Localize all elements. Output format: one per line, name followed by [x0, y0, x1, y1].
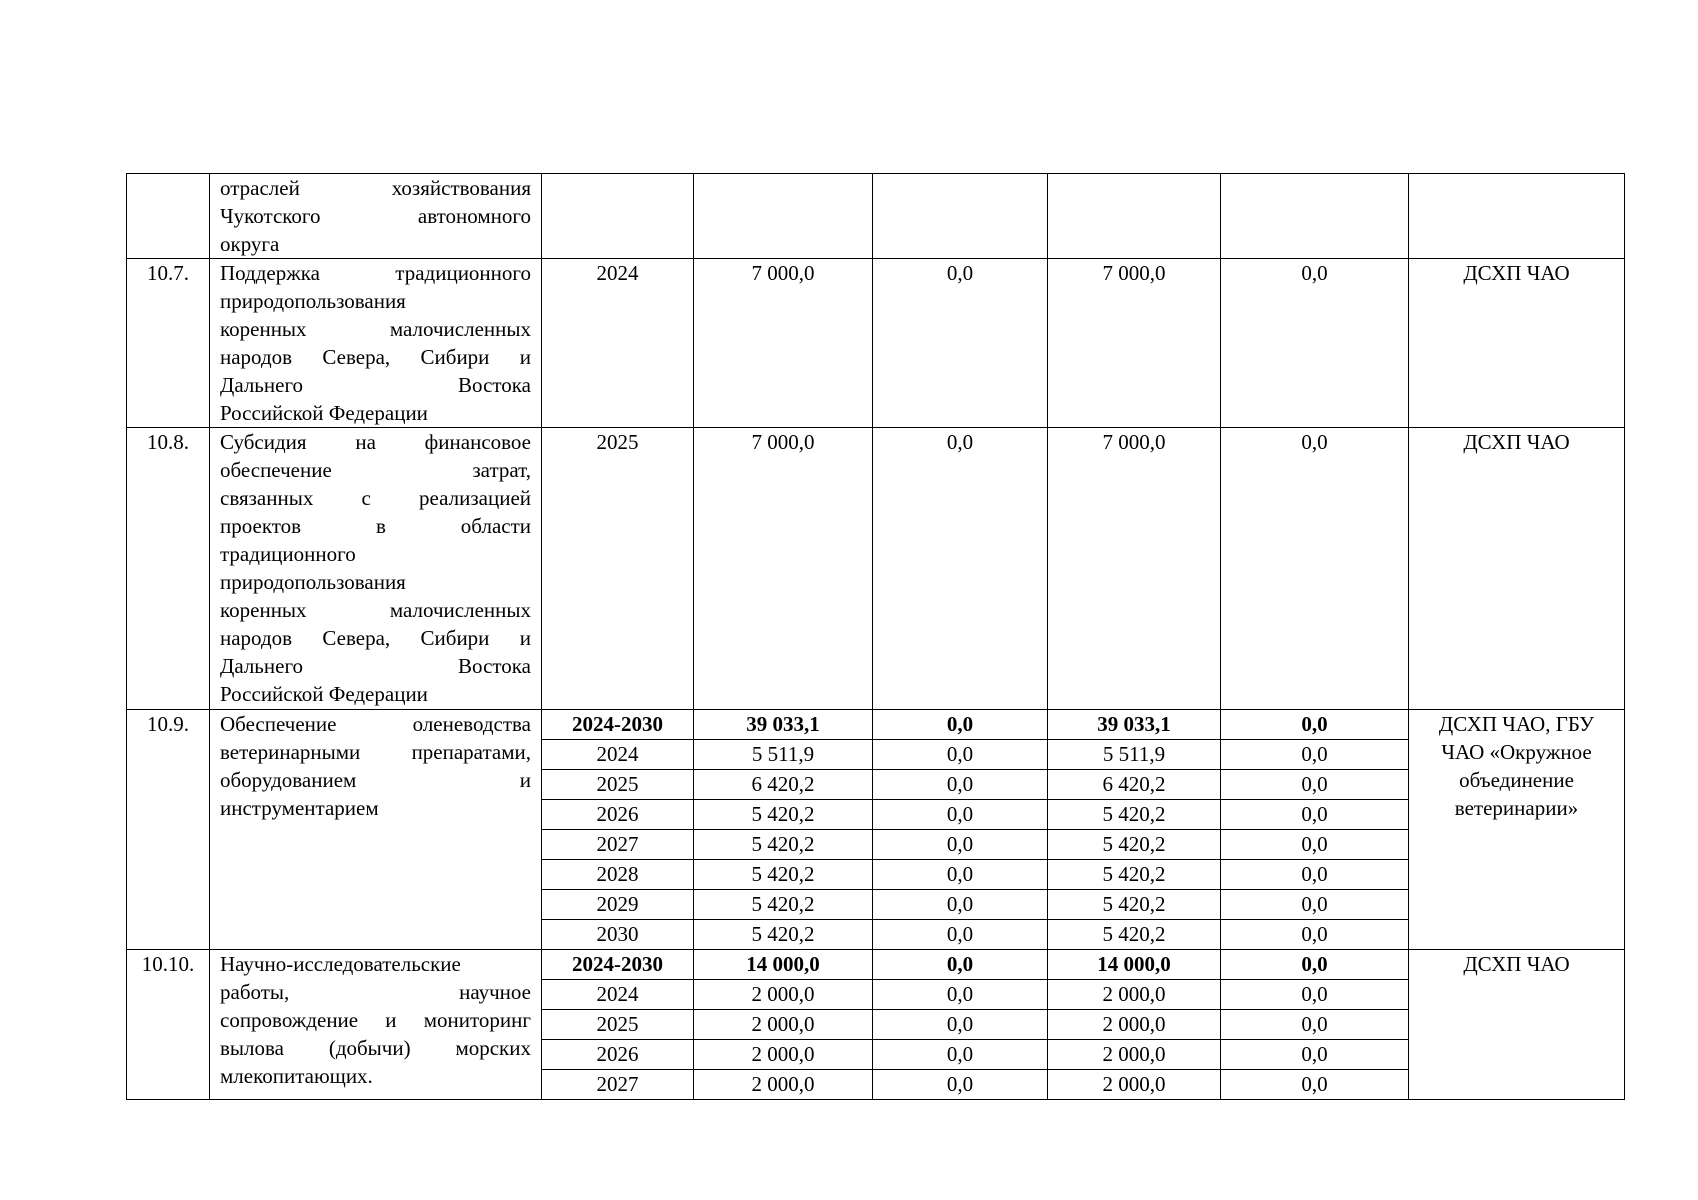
executor-cell: ДСХП ЧАО: [1409, 259, 1625, 428]
measure-name: Поддержка традиционного природопользования коренных малочисленных народов Севера, Сибири и Дальнего Востока Российской Федерации: [210, 259, 542, 428]
year-cell: 2024: [542, 980, 694, 1010]
federal-cell: 0,0: [873, 1040, 1048, 1070]
federal-cell: 0,0: [873, 860, 1048, 890]
row-number: 10.7.: [127, 259, 210, 428]
total-cell: 2 000,0: [694, 1070, 873, 1100]
year-cell: 2024: [542, 740, 694, 770]
year-cell: 2024-2030: [542, 710, 694, 740]
federal-cell: [873, 174, 1048, 259]
total-cell: 5 420,2: [694, 920, 873, 950]
regional-cell: 6 420,2: [1048, 770, 1221, 800]
total-cell: 7 000,0: [694, 259, 873, 428]
total-cell: 5 420,2: [694, 830, 873, 860]
measure-name: Научно-исследовательские работы, научное сопровождение и мониторинг вылова (добычи) морских млекопитающих.: [210, 950, 542, 1100]
total-cell: 39 033,1: [694, 710, 873, 740]
other-cell: 0,0: [1221, 890, 1409, 920]
year-cell: 2025: [542, 428, 694, 710]
regional-cell: 2 000,0: [1048, 1070, 1221, 1100]
year-cell: 2024: [542, 259, 694, 428]
other-cell: 0,0: [1221, 740, 1409, 770]
total-cell: 7 000,0: [694, 428, 873, 710]
executor-cell: ДСХП ЧАО, ГБУ ЧАО «Окружное объединение ветеринарии»: [1409, 710, 1625, 950]
federal-cell: 0,0: [873, 890, 1048, 920]
budget-table: [126, 173, 1625, 1100]
other-cell: 0,0: [1221, 950, 1409, 980]
year-cell: 2029: [542, 890, 694, 920]
other-cell: 0,0: [1221, 770, 1409, 800]
regional-cell: 2 000,0: [1048, 1040, 1221, 1070]
total-cell: 5 420,2: [694, 890, 873, 920]
row-number: 10.8.: [127, 428, 210, 710]
year-cell: 2025: [542, 1010, 694, 1040]
federal-cell: 0,0: [873, 740, 1048, 770]
regional-cell: 2 000,0: [1048, 1010, 1221, 1040]
year-cell: 2026: [542, 1040, 694, 1070]
regional-cell: 2 000,0: [1048, 980, 1221, 1010]
other-cell: 0,0: [1221, 980, 1409, 1010]
regional-cell: 14 000,0: [1048, 950, 1221, 980]
year-cell: 2025: [542, 770, 694, 800]
year-cell: 2026: [542, 800, 694, 830]
regional-cell: 5 420,2: [1048, 890, 1221, 920]
year-cell: 2030: [542, 920, 694, 950]
measure-name: отраслей хозяйствования Чукотского автономного округа: [210, 174, 542, 259]
executor-cell: [1409, 174, 1625, 259]
other-cell: 0,0: [1221, 1010, 1409, 1040]
row-number: [127, 174, 210, 259]
regional-cell: 5 420,2: [1048, 800, 1221, 830]
total-cell: 5 420,2: [694, 800, 873, 830]
federal-cell: 0,0: [873, 1010, 1048, 1040]
total-cell: 14 000,0: [694, 950, 873, 980]
executor-cell: ДСХП ЧАО: [1409, 428, 1625, 710]
year-cell: 2027: [542, 830, 694, 860]
other-cell: 0,0: [1221, 710, 1409, 740]
table-row-10-9-total: [127, 710, 1625, 740]
federal-cell: 0,0: [873, 770, 1048, 800]
table-row-10-7: [127, 259, 1625, 428]
table-row-continuation: [127, 174, 1625, 259]
total-cell: [694, 174, 873, 259]
other-cell: 0,0: [1221, 920, 1409, 950]
federal-cell: 0,0: [873, 830, 1048, 860]
year-cell: 2024-2030: [542, 950, 694, 980]
year-cell: 2028: [542, 860, 694, 890]
other-cell: [1221, 174, 1409, 259]
other-cell: 0,0: [1221, 259, 1409, 428]
measure-name: Обеспечение оленеводства ветеринарными препаратами, оборудованием и инструментарием: [210, 710, 542, 950]
federal-cell: 0,0: [873, 980, 1048, 1010]
federal-cell: 0,0: [873, 710, 1048, 740]
federal-cell: 0,0: [873, 1070, 1048, 1100]
year-cell: [542, 174, 694, 259]
total-cell: 5 511,9: [694, 740, 873, 770]
regional-cell: 7 000,0: [1048, 259, 1221, 428]
year-cell: 2027: [542, 1070, 694, 1100]
regional-cell: [1048, 174, 1221, 259]
federal-cell: 0,0: [873, 259, 1048, 428]
row-number: 10.10.: [127, 950, 210, 1100]
total-cell: 6 420,2: [694, 770, 873, 800]
federal-cell: 0,0: [873, 800, 1048, 830]
row-number: 10.9.: [127, 710, 210, 950]
table-row-10-8: [127, 428, 1625, 710]
other-cell: 0,0: [1221, 830, 1409, 860]
other-cell: 0,0: [1221, 428, 1409, 710]
regional-cell: 5 420,2: [1048, 920, 1221, 950]
total-cell: 2 000,0: [694, 1040, 873, 1070]
table-row-10-10-total: [127, 950, 1625, 980]
total-cell: 2 000,0: [694, 980, 873, 1010]
executor-cell: ДСХП ЧАО: [1409, 950, 1625, 1100]
total-cell: 2 000,0: [694, 1010, 873, 1040]
measure-name: Субсидия на финансовое обеспечение затрат, связанных с реализацией проектов в области традиционного природопользования коренных малочисленных народов Севера, Сибири и Дальнего Востока Российской Федерации: [210, 428, 542, 710]
regional-cell: 5 420,2: [1048, 830, 1221, 860]
federal-cell: 0,0: [873, 920, 1048, 950]
federal-cell: 0,0: [873, 950, 1048, 980]
other-cell: 0,0: [1221, 1070, 1409, 1100]
regional-cell: 5 511,9: [1048, 740, 1221, 770]
federal-cell: 0,0: [873, 428, 1048, 710]
regional-cell: 5 420,2: [1048, 860, 1221, 890]
regional-cell: 7 000,0: [1048, 428, 1221, 710]
other-cell: 0,0: [1221, 860, 1409, 890]
regional-cell: 39 033,1: [1048, 710, 1221, 740]
other-cell: 0,0: [1221, 800, 1409, 830]
other-cell: 0,0: [1221, 1040, 1409, 1070]
total-cell: 5 420,2: [694, 860, 873, 890]
